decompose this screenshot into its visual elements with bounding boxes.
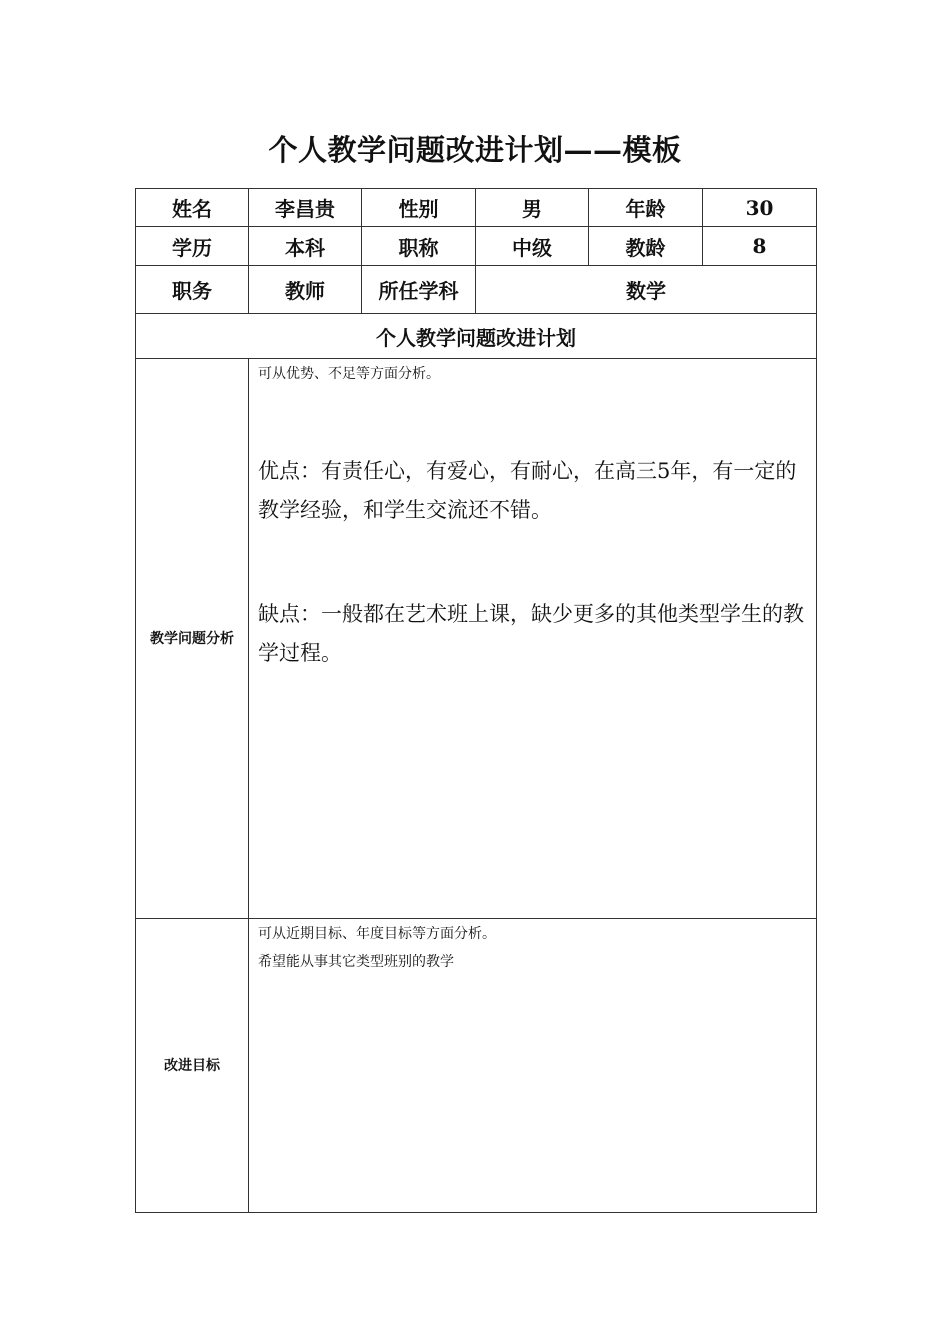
analysis-row <box>136 359 817 919</box>
analysis-strengths: 优点：有责任心，有爱心，有耐心，在高三5年，有一定的教学经验，和学生交流还不错。 <box>258 459 797 522</box>
rank-label: 职称 <box>362 227 476 266</box>
section-title-row <box>136 314 817 359</box>
gender-label: 性别 <box>362 189 476 227</box>
name-value: 李昌贵 <box>249 189 362 227</box>
position-label: 职务 <box>136 266 249 314</box>
age-value: 30 <box>703 189 817 227</box>
analysis-label: 教学问题分析 <box>136 359 249 919</box>
info-row-2 <box>136 227 817 266</box>
teaching-years-label: 教龄 <box>589 227 703 266</box>
teacher-plan-table <box>135 188 817 1213</box>
subject-value: 数学 <box>476 266 817 314</box>
analysis-hint: 可从优势、不足等方面分析。 <box>258 366 440 382</box>
gender-value: 男 <box>476 189 589 227</box>
goals-hint: 可从近期目标、年度目标等方面分析。 <box>258 926 496 942</box>
subject-label: 所任学科 <box>362 266 476 314</box>
teaching-years-value: 8 <box>703 227 817 266</box>
section-title: 个人教学问题改进计划 <box>136 314 817 359</box>
goals-label: 改进目标 <box>136 919 249 1213</box>
position-value: 教师 <box>249 266 362 314</box>
education-label: 学历 <box>136 227 249 266</box>
info-row-3 <box>136 266 817 314</box>
goals-text: 希望能从事其它类型班别的教学 <box>258 954 454 970</box>
analysis-weaknesses: 缺点：一般都在艺术班上课，缺少更多的其他类型学生的教学过程。 <box>258 602 804 665</box>
education-value: 本科 <box>249 227 362 266</box>
goals-content <box>249 919 817 1213</box>
name-label: 姓名 <box>136 189 249 227</box>
document-title: 个人教学问题改进计划——模板 <box>268 133 682 167</box>
rank-value: 中级 <box>476 227 589 266</box>
info-row-1 <box>136 189 817 227</box>
goals-row <box>136 919 817 1213</box>
analysis-content <box>249 359 817 919</box>
age-label: 年龄 <box>589 189 703 227</box>
